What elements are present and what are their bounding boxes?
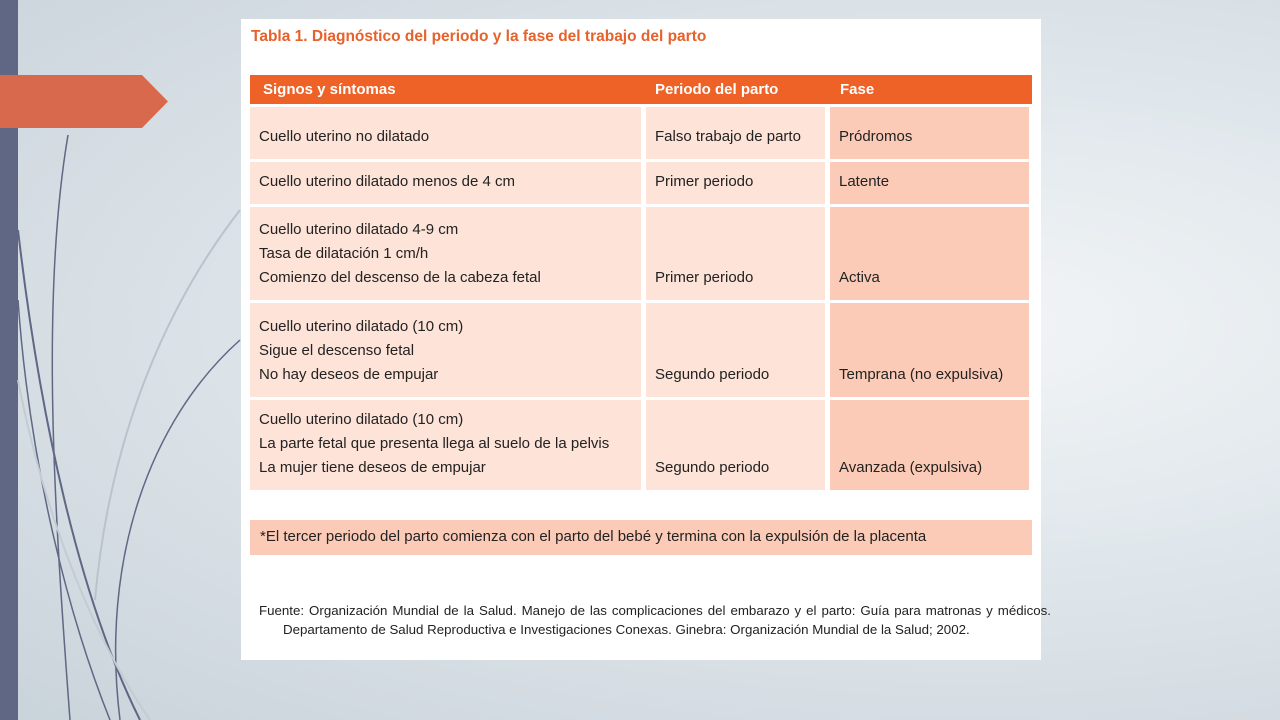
sign-line: La parte fetal que presenta llega al suelo de la pelvis <box>259 435 610 452</box>
sign-line: Cuello uterino dilatado (10 cm) <box>259 318 464 335</box>
table-row-5-signs <box>250 400 641 490</box>
sign-line: Sigue el descenso fetal <box>259 342 415 359</box>
arrow-tab-shape <box>0 75 168 128</box>
period-text: Primer periodo <box>655 173 754 190</box>
table-row-4-signs <box>250 303 641 397</box>
table-figure <box>241 19 1051 660</box>
sign-line: Comienzo del descenso de la cabeza fetal <box>259 269 541 286</box>
header-phase: Fase <box>840 81 875 98</box>
table-title: Tabla 1. Diagnóstico del periodo y la fase del trabajo del parto <box>251 28 707 45</box>
period-text: Falso trabajo de parto <box>655 128 801 145</box>
table-row-2-period <box>646 162 825 204</box>
period-text: Segundo periodo <box>655 459 770 476</box>
phase-text: Activa <box>839 269 880 286</box>
table-header-row <box>250 75 1032 104</box>
sign-line: No hay deseos de empujar <box>259 366 439 383</box>
table-row-2-signs <box>250 162 641 204</box>
sign-line: Cuello uterino dilatado 4-9 cm <box>259 221 459 238</box>
period-text: Primer periodo <box>655 269 754 286</box>
table-source-citation: Fuente: Organización Mundial de la Salud. Manejo de las complicaciones del embarazo y el parto: Guía para matronas y médicos. Departamento de Salud Reproductiva e Investigaciones Conexas. Ginebra: Organización Mundial de la Salud; 2002. <box>259 603 1051 637</box>
table-row-4-phase <box>830 303 1029 397</box>
header-period: Periodo del parto <box>655 81 779 98</box>
table-row-2-phase <box>830 162 1029 204</box>
phase-text: Latente <box>839 173 890 190</box>
sign-line: Tasa de dilatación 1 cm/h <box>259 245 429 262</box>
sign-line: Cuello uterino dilatado (10 cm) <box>259 411 464 428</box>
table-row-5-period <box>646 400 825 490</box>
table-row-1-period <box>646 107 825 159</box>
table-row-1-signs <box>250 107 641 159</box>
sign-line: Cuello uterino no dilatado <box>259 128 430 145</box>
table-row-3-signs <box>250 207 641 300</box>
table-row-5-phase <box>830 400 1029 490</box>
sign-line: Cuello uterino dilatado menos de 4 cm <box>259 173 515 190</box>
table-footnote: *El tercer periodo del parto comienza con el parto del bebé y termina con la expulsión de la placenta <box>250 520 1032 555</box>
phase-text: Temprana (no expulsiva) <box>839 366 1004 383</box>
phase-text: Avanzada (expulsiva) <box>839 459 983 476</box>
header-signs: Signos y síntomas <box>263 81 396 98</box>
table-row-3-phase <box>830 207 1029 300</box>
table-row-1-phase <box>830 107 1029 159</box>
period-text: Segundo periodo <box>655 366 770 383</box>
table-row-4-period <box>646 303 825 397</box>
sign-line: La mujer tiene deseos de empujar <box>259 459 486 476</box>
table-row-3-period <box>646 207 825 300</box>
phase-text: Pródromos <box>839 128 913 145</box>
